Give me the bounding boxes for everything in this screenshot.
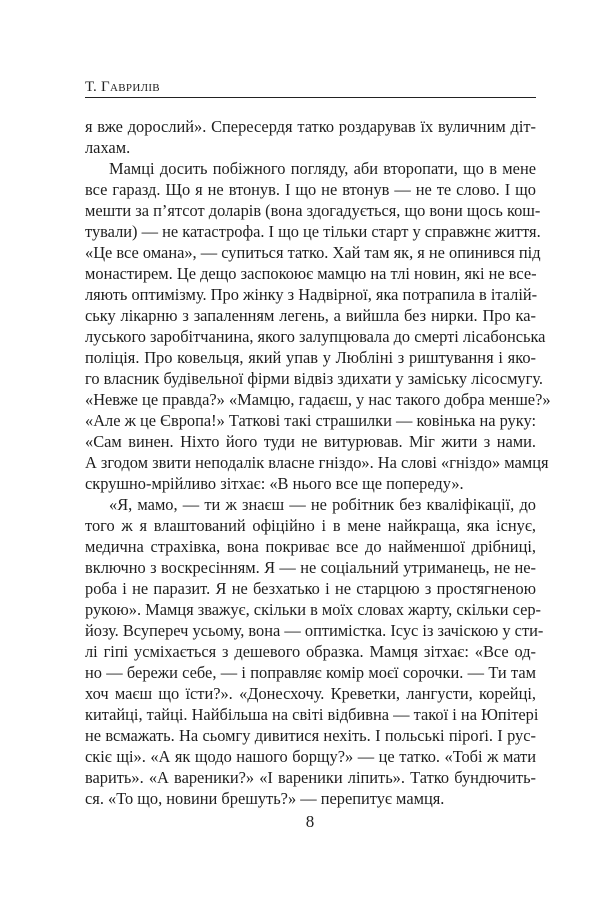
text-line: «Я, мамо, — ти ж знаєш — не робітник без кваліфікації, до bbox=[109, 495, 536, 514]
text-line: А згодом звити неподалік власне гніздо». На слові «гніздо» мамця bbox=[85, 453, 549, 472]
running-head-author: Т. Гаврилів bbox=[85, 79, 160, 95]
text-line: того ж я влаштований офіційно і в мене найкраща, яка існує, bbox=[85, 516, 536, 535]
header-rule bbox=[85, 97, 536, 98]
text-line: мешти за п’ятсот доларів (вона здогадується, що вони щось кош- bbox=[85, 201, 541, 220]
text-line: Мамці досить побіжного погляду, аби второпати, що в мене bbox=[109, 159, 536, 178]
text-line: китайці, тайці. Найбільша на світі відбивна — такої і на Юпітері bbox=[85, 705, 539, 724]
text-line: «Сам винен. Ніхто його туди не витурював. Міг жити з нами. bbox=[85, 432, 536, 451]
text-line: луського заробітчанина, якого залупцювала до смерті лісабонська bbox=[85, 327, 546, 346]
text-line: йозу. Всупереч усьому, вона — оптимістка. Ісус із зачіскою у сти- bbox=[85, 621, 544, 640]
text-line: но — бережи себе, — і поправляє комір моєї сорочки. — Ти там bbox=[85, 663, 536, 682]
text-line: включно з воскресінням. Я — не соціальний утриманець, не не- bbox=[85, 558, 536, 577]
text-line: все гаразд. Що я не втонув. І що не втонув — не те слово. І що bbox=[85, 180, 536, 199]
text-line: го власник будівельної фірми відвіз здихати у заміську лісосмугу. bbox=[85, 369, 544, 388]
text-line: я вже дорослий». Спересердя татко роздарував їх вуличним діт- bbox=[85, 117, 536, 136]
text-line: варить». «А вареники?» «І вареники ліпить». Татко бундючить- bbox=[85, 768, 536, 787]
text-line: монастирем. Це дещо заспокоює мамцю на тлі новин, які не все- bbox=[85, 264, 537, 283]
text-line: не всмажать. На сьомгу дивитися нехіть. І польські піроґі. І рус- bbox=[85, 726, 536, 745]
text-line: «Невже це правда?» «Мамцю, гадаєш, у нас такого добра менше?» bbox=[85, 390, 551, 409]
text-line: лі гіпі усміхається з дешевого образка. Мамця зітхає: «Все од- bbox=[85, 642, 536, 661]
text-line: поліція. Про ковельця, який упав у Любліні з риштування і яко- bbox=[85, 348, 536, 367]
text-line: хоч маєш що їсти?». «Донесхочу. Креветки, лангусти, корейці, bbox=[85, 684, 536, 703]
text-line: «Це все омана», — супиться татко. Хай там як, я не опинився під bbox=[85, 243, 541, 262]
text-line: медична страхівка, вона покриває все до найменшої дрібниці, bbox=[85, 537, 536, 556]
text-line: тували) — не катастрофа. І що це тільки старт у справжнє життя. bbox=[85, 222, 541, 241]
text-line: скрушно-мрійливо зітхає: «В нього все ще попереду». bbox=[85, 474, 464, 493]
text-line: роба і не паразит. Я не безхатько і не старцюю з простягненою bbox=[85, 579, 536, 598]
text-line: «Але ж це Європа!» Таткові такі страшилки — ковінька на руку: bbox=[85, 411, 537, 430]
page-number: 8 bbox=[305, 812, 315, 831]
text-line: ляють оптимізму. Про жінку з Надвірної, яка потрапила в італій- bbox=[85, 285, 538, 304]
text-line: ся. «То що, новини брешуть?» — перепитує мамця. bbox=[85, 789, 445, 808]
text-line: лахам. bbox=[85, 138, 131, 157]
text-line: рукою». Мамця зважує, скільки в моїх словах жарту, скільки сер- bbox=[85, 600, 542, 619]
body-text bbox=[85, 116, 551, 809]
text-line: скіє щі». «А як щодо нашого борщу?» — це татко. «Тобі ж мати bbox=[85, 747, 536, 766]
text-line: ську лікарню з запаленням легень, а вийшла без нирки. Про ка- bbox=[85, 306, 536, 325]
